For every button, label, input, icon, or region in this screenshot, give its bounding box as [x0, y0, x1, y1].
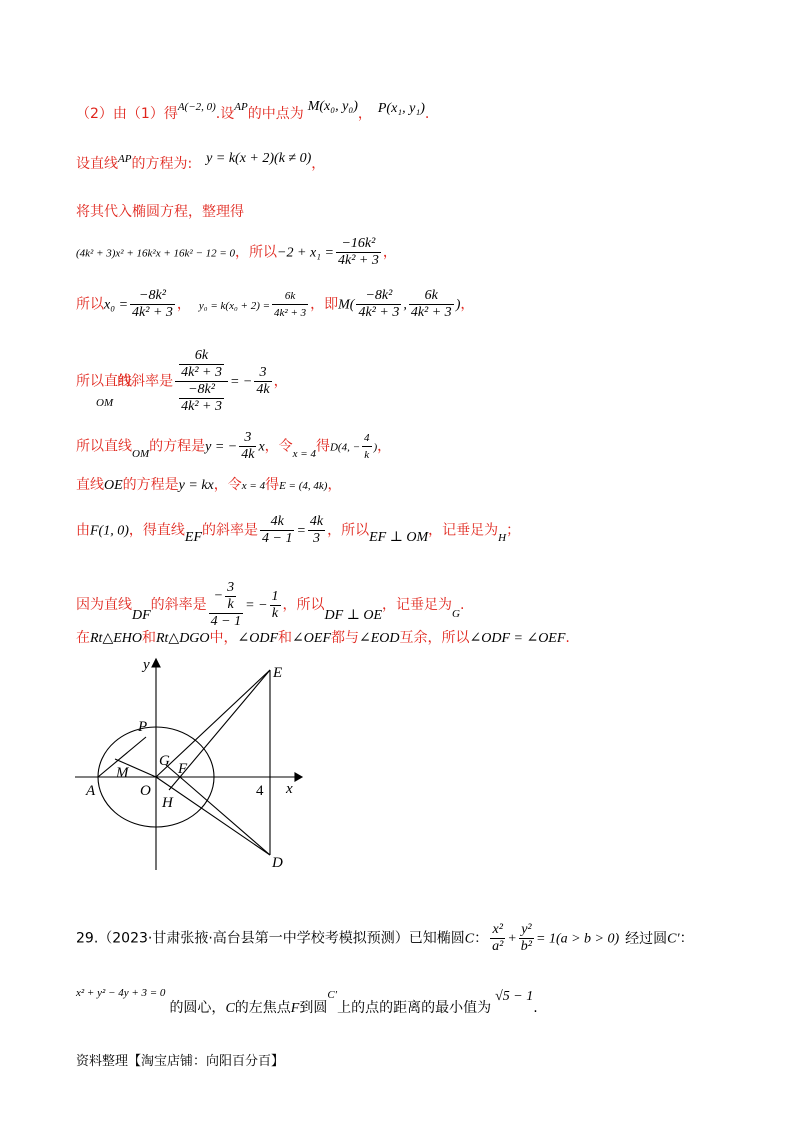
l6-frac-result: [254, 365, 271, 398]
q29-c-prime: C′: [667, 931, 680, 947]
l7-eq: y = −: [205, 439, 238, 455]
l1-point-a: A(−2, 0): [177, 101, 216, 113]
l6-compound-frac: [175, 348, 228, 415]
l10-inner-den: k: [227, 597, 234, 612]
l10-g: G: [452, 608, 460, 620]
l5-close: ): [455, 297, 461, 313]
line-9: [76, 514, 520, 547]
l9-text-a: 由: [76, 522, 90, 539]
l11-text-g: 和: [278, 630, 293, 646]
label-o: O: [140, 783, 151, 799]
q29-den1: a²: [492, 939, 504, 954]
y-axis-arrow: [152, 659, 160, 667]
l1-text-a: （2）由（1）得: [76, 106, 178, 122]
l10-compound-frac: [209, 580, 243, 630]
q29-colon: ：: [474, 930, 489, 947]
l9-eq: =: [296, 523, 306, 539]
line-6: [76, 348, 288, 415]
q29-intro: 29.（2023·甘肃张掖·高台县第一中学校考模拟预测）已知椭圆: [76, 930, 465, 947]
l9-den1: 4 − 1: [262, 531, 293, 546]
l6-om: OM: [96, 396, 114, 409]
label-y: y: [143, 657, 150, 673]
label-x: x: [286, 781, 293, 797]
l7-num: 3: [239, 430, 256, 447]
l7-text-a: 所以直线: [76, 438, 132, 455]
l8-text-g: 得: [265, 477, 280, 493]
l7-frac-2: [362, 430, 372, 463]
line-4: [76, 236, 397, 269]
l10-perp: DF ⊥ OE: [324, 608, 383, 623]
l9-perp: EF ⊥ OM: [369, 529, 429, 545]
l8-e: E = (4, 4k): [279, 480, 328, 492]
l9-f: F(1, 0): [90, 523, 129, 539]
line-5: [76, 288, 474, 321]
l2-ap: AP: [118, 153, 132, 165]
l8-comma: ，: [327, 477, 342, 493]
l10-den2: k: [271, 605, 279, 621]
label-a: A: [86, 783, 96, 799]
l5-text-a: 所以: [76, 296, 104, 313]
l2-comma: ，: [311, 156, 326, 172]
line-2: [76, 151, 326, 175]
l9-text-e: 的斜率是: [202, 522, 258, 539]
l9-num1: 4k: [260, 514, 294, 531]
l5-comma: ，: [176, 296, 191, 313]
l5-x0: x₀ =: [104, 297, 129, 313]
l5-den1: 4k² + 3: [132, 305, 173, 320]
l1-comma: ，: [357, 106, 372, 122]
l4-den: 4k² + 3: [337, 253, 379, 268]
l8-eq: y = kx: [178, 478, 214, 493]
l5-den4: 4k² + 3: [410, 305, 452, 320]
l9-frac-2: [308, 514, 325, 547]
q29-colon-2: ：: [679, 930, 694, 947]
line-7: [76, 430, 391, 463]
l10-inner-frac: [225, 580, 236, 613]
l4-fraction: [336, 236, 381, 269]
line-10: [76, 580, 464, 630]
l4-text-b: ，所以: [235, 244, 278, 261]
l7-text-h: 得: [315, 438, 330, 455]
q29-c: C: [464, 931, 475, 947]
line-8: [76, 475, 341, 496]
q29-plus: +: [507, 931, 517, 947]
label-g: G: [159, 753, 170, 769]
label-d: D: [272, 855, 283, 871]
line-3: [76, 202, 244, 222]
geometry-figure: [70, 655, 310, 875]
l5-y0: y₀ = k(x₀ + 2) =: [198, 299, 271, 312]
l10-text-g: ，记垂足为: [382, 597, 453, 613]
l10-den: 4 − 1: [210, 614, 242, 629]
l4-equation: (4k² + 3)x² + 16k²x + 16k² − 12 = 0: [76, 247, 236, 260]
l3-text: 将其代入椭圆方程，整理得: [76, 204, 244, 220]
l7-close: ): [373, 441, 378, 454]
l11-text-i: 都与: [331, 630, 359, 646]
q29-circle-eq: x² + y² − 4y + 3 = 0: [76, 987, 166, 999]
l10-num: 1: [271, 588, 279, 604]
q29-num2: y²: [519, 922, 534, 939]
l10-period: .: [459, 597, 465, 613]
segment-oe: [156, 670, 270, 777]
q29-c-2: C: [225, 1001, 235, 1016]
l1-ap: AP: [234, 101, 248, 113]
l1-period: .: [424, 106, 430, 122]
l7-den2: k: [364, 449, 370, 461]
l5-frac-4: [409, 288, 454, 321]
l11-tri1: Rt△EHO: [90, 631, 142, 646]
l6-bottom: [175, 382, 228, 415]
l7-om: OM: [132, 447, 150, 460]
l9-ef: EF: [184, 529, 202, 545]
l10-eq: = −: [245, 598, 268, 613]
l11-tri2: Rt△DGO: [155, 631, 210, 646]
l5-m: M(: [338, 297, 355, 313]
l10-minus: −: [213, 588, 224, 604]
l1-text-c: .设: [215, 106, 235, 122]
l9-text-i: ，记垂足为: [428, 522, 499, 539]
l11-text-a: 在: [76, 630, 90, 646]
label-h: H: [162, 795, 173, 811]
l10-df: DF: [132, 608, 151, 623]
l1-point-p: P(x₁, y₁): [377, 101, 425, 116]
l11-text-c: 和: [141, 630, 156, 646]
q29-answer: √5 − 1: [495, 989, 534, 1004]
l4-num: −16k²: [336, 236, 381, 253]
l6-topnum: 6k: [179, 348, 224, 365]
l10-text-c: 的斜率是: [150, 597, 207, 613]
l9-den2: 3: [313, 531, 321, 546]
l6-botden: 4k² + 3: [181, 399, 222, 414]
l5-num2: 6k: [272, 288, 308, 305]
segment-fh: [169, 777, 180, 790]
l5-num3: −8k²: [356, 288, 401, 305]
l10-text-e: ，所以: [282, 597, 325, 613]
q29-min-dist: 上的点的距离的最小值为: [337, 1000, 492, 1016]
label-e: E: [273, 665, 283, 681]
l6-text-a: 所以直线: [76, 373, 132, 390]
q29-ellipse-cond: = 1(a > b > 0): [536, 931, 620, 947]
l9-text-g: ，所以: [327, 522, 370, 539]
l7-d: D(4, −: [329, 441, 360, 454]
l2-text-c: 的方程为:: [131, 156, 193, 172]
l6-top-frac: [179, 348, 224, 381]
l5-frac-1: [130, 288, 175, 321]
l6-den: 4k: [256, 382, 270, 397]
l5-num1: −8k²: [130, 288, 175, 305]
l9-text-c: ，得直线: [128, 522, 185, 539]
label-m: M: [116, 765, 129, 781]
q29-c-prime-2: C′: [327, 989, 338, 1001]
l6-comma: ，: [273, 373, 288, 390]
label-p: P: [138, 719, 148, 735]
q29-line-1: [76, 922, 694, 955]
l4-expr: −2 + x₁ =: [277, 245, 334, 261]
q29-left-focus: 的左焦点: [234, 1000, 291, 1016]
q29-center: 的圆心，: [169, 1000, 226, 1016]
l6-text-c: 的斜率是: [117, 373, 174, 390]
l9-num2: 4k: [309, 514, 324, 529]
l8-text-c: 的方程是: [122, 477, 179, 493]
l6-eq: = −: [229, 374, 253, 390]
q29-line-2: [76, 987, 538, 1016]
q29-period: .: [533, 1000, 538, 1016]
l7-x4: x = 4: [292, 447, 316, 460]
l11-text-e: 中，: [209, 630, 238, 646]
l7-x: x: [258, 439, 265, 455]
l7-comma: ，: [377, 438, 392, 455]
l7-frac: [239, 430, 256, 463]
q29-passes: 经过圆: [625, 930, 668, 947]
line-11: [76, 628, 570, 649]
label-f: F: [178, 761, 188, 777]
l11-period: .: [565, 630, 570, 646]
l6-bot-frac: [179, 382, 224, 415]
l8-oe: OE: [104, 478, 123, 493]
l5-comma-2: ，: [460, 296, 475, 313]
l6-num: 3: [254, 365, 271, 382]
l1-midpoint-m: M(x₀, y₀): [307, 99, 358, 114]
l10-top: [209, 580, 243, 614]
l10-inner-num: 3: [227, 580, 235, 595]
l5-frac-3: [356, 288, 401, 321]
q29-f: F: [290, 1001, 300, 1016]
l2-text-a: 设直线: [76, 156, 118, 172]
l11-text-k: 互余，所以: [399, 630, 470, 646]
q29-frac-2: [519, 922, 534, 955]
q29-num1: x²: [490, 922, 505, 939]
l11-conclusion: ∠ODF = ∠OEF: [469, 631, 566, 646]
l5-den3: 4k² + 3: [358, 305, 400, 320]
l9-h: H: [498, 531, 507, 544]
q29-to-circle: 到圆: [299, 1000, 328, 1016]
l5-text-e: ，即: [310, 296, 339, 313]
l2-equation: y = k(x + 2)(k ≠ 0): [206, 151, 312, 166]
l6-botnum: −8k²: [179, 382, 224, 399]
line-1: [76, 99, 430, 125]
l7-den: 4k: [241, 447, 255, 462]
l8-text-a: 直线: [76, 477, 104, 493]
x-axis-arrow: [295, 773, 302, 781]
l10-text-a: 因为直线: [76, 597, 132, 613]
l11-angle3: ∠EOD: [359, 631, 400, 646]
l8-text-e: ，令: [213, 477, 242, 493]
l9-semicolon: ；: [506, 522, 521, 539]
l5-den2: 4k² + 3: [274, 307, 307, 319]
l7-text-f: ，令: [264, 438, 293, 455]
l5-num4: 6k: [409, 288, 454, 305]
label-four: 4: [256, 783, 264, 799]
l1-text-e: 的中点为: [247, 106, 304, 122]
l9-frac-1: [260, 514, 294, 547]
l5-frac-2: [272, 288, 308, 321]
footer: 资料整理【淘宝店铺：向阳百分百】: [76, 1054, 285, 1069]
q29-den2: b²: [520, 939, 532, 954]
l8-x4: x = 4: [241, 480, 266, 492]
l7-text-c: 的方程是: [149, 438, 206, 455]
l11-angle1: ∠ODF: [237, 631, 279, 646]
l4-comma: ，: [382, 244, 397, 261]
segment-ef: [180, 670, 270, 777]
q29-frac-1: [490, 922, 505, 955]
l5-sep: ,: [403, 297, 407, 313]
l11-angle2: ∠OEF: [292, 631, 331, 646]
l6-topden: 4k² + 3: [181, 365, 222, 380]
l10-frac-result: [270, 589, 281, 622]
l6-top: [175, 348, 228, 382]
l7-num2: 4: [362, 430, 372, 447]
